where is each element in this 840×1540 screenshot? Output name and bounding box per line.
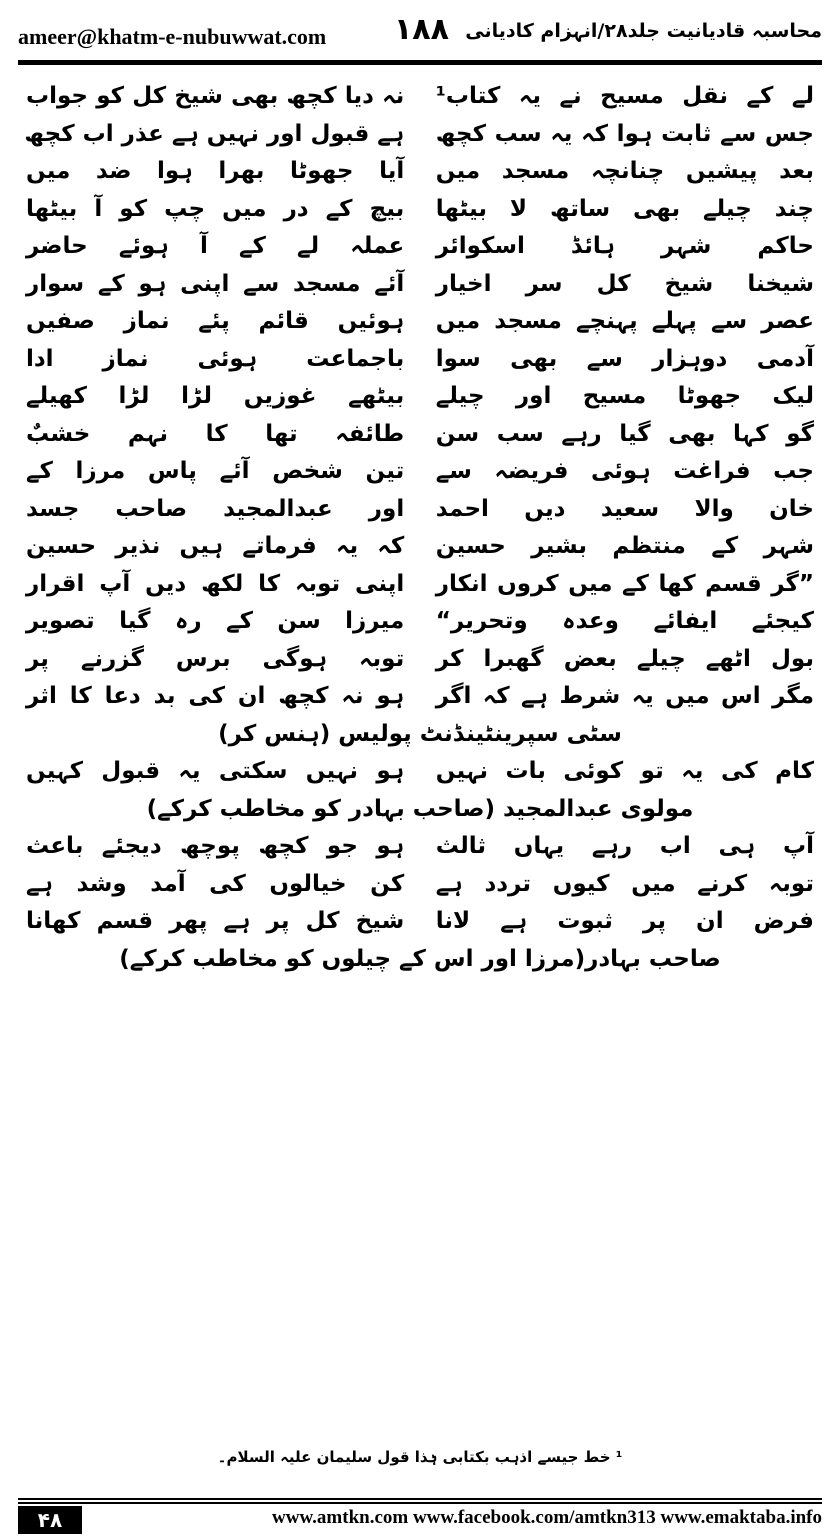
verse-row <box>26 78 814 116</box>
verse-first-hemistich: گو کہا بھی گیا رہے سب سن <box>435 420 814 447</box>
verse-row <box>26 528 814 566</box>
verse-second-hemistich: ہو جو کچھ پوچھ دیجئے باعث <box>26 833 405 859</box>
verse-second-hemistich: باجماعت ہوئی نماز ادا <box>26 345 405 372</box>
verse-first-hemistich: بول اٹھے چیلے بعض گھبرا کر <box>435 645 814 672</box>
header-email: ameer@khatm-e-nubuwwat.com <box>18 24 327 49</box>
verse-second-hemistich: بیچ کے در میں چپ کو آ بیٹھا <box>26 195 405 222</box>
verse-first-hemistich: شیخنا شیخ کل سر اخیار <box>435 270 814 297</box>
verse-second-hemistich: آئے مسجد سے اپنی ہو کے سوار <box>26 270 405 297</box>
verse-first-hemistich: توبہ کرنے میں کیوں تردد ہے <box>435 870 814 897</box>
header-page-number: ۱۸۸ <box>394 12 449 47</box>
verse-row <box>26 303 814 341</box>
verse-row <box>26 491 814 529</box>
verse-second-hemistich: طائفہ تھا کا نہم خشبٌ <box>26 420 405 447</box>
verse-first-hemistich: جب فراغت ہوئی فریضہ سے <box>435 458 814 484</box>
verse-first-hemistich: ”گر قسم کھا کے میں کروں انکار <box>435 570 814 597</box>
verse-row <box>26 153 814 191</box>
verse-row <box>26 903 814 941</box>
verse-second-hemistich: توبہ ہوگی برس گزرنے پر <box>26 645 405 672</box>
verse-row <box>26 228 814 266</box>
verse-first-hemistich: کیجئے ایفائے وعدہ وتحریر“ <box>435 608 814 634</box>
speaker-line <box>26 791 814 829</box>
verse-first-hemistich: آدمی دوہزار سے بھی سوا <box>435 345 814 372</box>
verse-row <box>26 753 814 791</box>
verse-first-hemistich: شہر کے منتظم بشیر حسین <box>435 533 814 559</box>
verse-second-hemistich: آیا جھوٹا بھرا ہوا ضد میں <box>26 158 405 184</box>
verse-second-hemistich: ہو نہیں سکتی یہ قبول کہیں <box>26 758 405 784</box>
verse-second-hemistich: اپنی توبہ کا لکھ دیں آپ اقرار <box>26 570 405 597</box>
verse-row <box>26 266 814 304</box>
verse-row <box>26 341 814 379</box>
verse-first-hemistich: فرض ان پر ثبوت ہے لانا <box>435 908 814 934</box>
verse-row <box>26 828 814 866</box>
header-title: محاسبہ قادیانیت جلد۲۸/انہزام کادیانی <box>465 20 822 42</box>
verse-row <box>26 866 814 904</box>
footnote: ¹ خط جیسے اذہب بکتابی ہٰذا قول سلیمان علیہ السلام۔ <box>217 1448 623 1466</box>
verse-row <box>26 641 814 679</box>
verse-second-hemistich: ہے قبول اور نہیں ہے عذر اب کچھ <box>24 120 405 147</box>
verse-first-hemistich: جس سے ثابت ہوا کہ یہ سب کچھ <box>435 120 814 147</box>
speaker-line <box>26 716 814 754</box>
verse-second-hemistich: ہو نہ کچھ ان کی بد دعا کا اثر <box>26 683 405 709</box>
speaker-label: مولوی عبدالمجید (صاحب بہادر کو مخاطب کرکے) <box>146 795 694 822</box>
page-footer <box>18 1498 822 1534</box>
verse-first-hemistich: لیک جھوٹا مسیح اور چیلے <box>435 383 814 409</box>
verse-second-hemistich: نہ دیا کچھ بھی شیخ کل کو جواب <box>26 83 405 109</box>
verse-row <box>26 116 814 154</box>
header-rule <box>18 60 822 65</box>
footer-rule <box>18 1498 822 1500</box>
verse-second-hemistich: عملہ لے کے آ ہوئے حاضر <box>26 233 405 259</box>
verse-first-hemistich: کام کی یہ تو کوئی بات نہیں <box>435 758 814 784</box>
verse-first-hemistich: بعد پیشیں چنانچہ مسجد میں <box>435 158 814 184</box>
verse-second-hemistich: کہ یہ فرماتے ہیں نذیر حسین <box>26 533 405 559</box>
verse-first-hemistich: لے کے نقل مسیح نے یہ کتاب¹ <box>435 83 814 109</box>
verse-first-hemistich: حاکم شہر ہائڈ اسکوائر <box>435 233 814 259</box>
verse-first-hemistich: چند چیلے بھی ساتھ لا بیٹھا <box>435 195 814 222</box>
page-header <box>18 10 822 60</box>
speaker-line <box>26 941 814 979</box>
verse-first-hemistich: عصر سے پہلے پہنچے مسجد میں <box>435 308 814 334</box>
verse-row <box>26 603 814 641</box>
footer-page-number: ۴۸ <box>37 1508 63 1532</box>
verse-first-hemistich: مگر اس میں یہ شرط ہے کہ اگر <box>435 683 814 709</box>
verse-second-hemistich: اور عبدالمجید صاحب جسد <box>26 495 405 522</box>
verse-first-hemistich: خان والا سعید دیں احمد <box>435 495 814 522</box>
verse-second-hemistich: بیٹھے غوزیں لڑا لڑا کھیلے <box>26 383 405 409</box>
verse-row <box>26 378 814 416</box>
verse-row <box>26 566 814 604</box>
footer-links: www.amtkn.com www.facebook.com/amtkn313 www.emaktaba.info <box>272 1507 822 1528</box>
verse-row <box>26 416 814 454</box>
verse-list <box>26 78 814 978</box>
footer-rule <box>18 1502 822 1504</box>
verse-second-hemistich: تین شخص آئے پاس مرزا کے <box>26 458 405 484</box>
speaker-label: سٹی سپرینٹینڈنٹ پولیس (ہنس کر) <box>218 720 622 747</box>
verse-first-hemistich: آپ ہی اب رہے یہاں ثالث <box>435 833 814 859</box>
speaker-label: صاحب بہادر(مرزا اور اس کے چیلوں کو مخاطب کرکے) <box>119 945 721 972</box>
verse-row <box>26 678 814 716</box>
verse-row <box>26 191 814 229</box>
verse-second-hemistich: میرزا سن کے رہ گیا تصویر <box>26 608 405 634</box>
verse-second-hemistich: شیخ کل پر ہے پھر قسم کھانا <box>26 908 405 934</box>
verse-row <box>26 453 814 491</box>
verse-second-hemistich: ہوئیں قائم پئے نماز صفیں <box>26 308 405 334</box>
verse-second-hemistich: کن خیالوں کی آمد وشد ہے <box>26 870 405 897</box>
